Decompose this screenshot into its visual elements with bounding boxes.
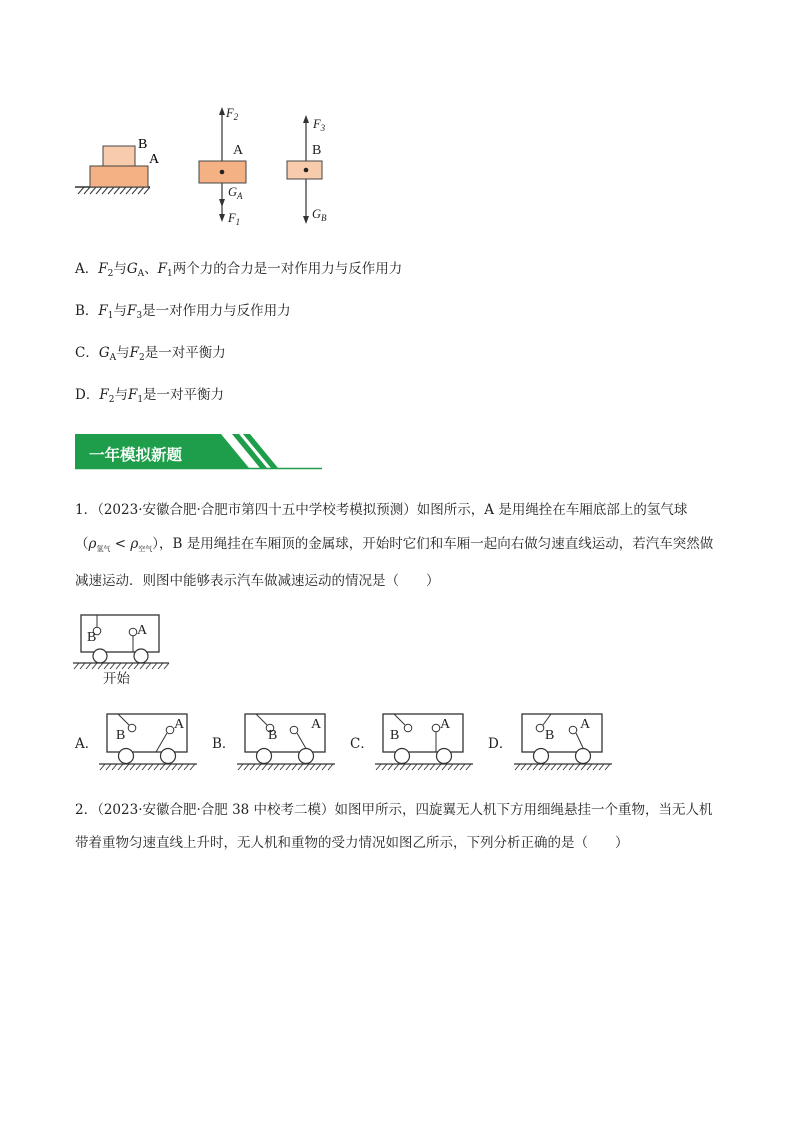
- start-label: 开始: [103, 671, 130, 687]
- choice-b-letter[interactable]: B．: [212, 736, 236, 752]
- label-fbd-a: A: [233, 143, 244, 158]
- q1-line2: $(\rho_{氢气} < \rho_{空气})$，B 是用绳挂在车厢顶的金属球，开始时它们和车厢一起向右做匀速直线运动，若汽车突然做: [75, 536, 714, 553]
- choice-b-label-b: B: [268, 728, 278, 743]
- label-f2: $F_2$: [226, 106, 239, 122]
- choice-c-label-b: B: [390, 728, 400, 743]
- choice-a-label-b: B: [116, 728, 126, 743]
- choice-a-letter[interactable]: A．: [75, 736, 99, 752]
- option-b[interactable]: B．$F_1$与$F_3$是一对作用力与反作用力: [75, 303, 291, 321]
- label-fbd-b: B: [312, 143, 322, 158]
- choice-d-letter[interactable]: D．: [488, 736, 513, 752]
- label-f1: $F_1$: [228, 211, 241, 227]
- q2-line1: 2．（2023·安徽合肥·合肥 38 中校考二模）如图甲所示，四旋翼无人机下方用细绳悬挂一个重物，当无人机: [75, 802, 713, 818]
- choice-b-cart[interactable]: [234, 706, 344, 774]
- q2-line2: 带着重物匀速直线上升时，无人机和重物的受力情况如图乙所示，下列分析正确的是（ ）: [75, 835, 629, 851]
- label-b: B: [138, 137, 148, 152]
- choice-a-label-a: A: [174, 717, 185, 732]
- choice-a-cart[interactable]: [96, 706, 206, 774]
- label-gb: $G_B$: [312, 207, 327, 223]
- choice-d-cart[interactable]: [511, 706, 621, 774]
- start-cart-label-a: A: [137, 623, 148, 638]
- choice-d-svg: [511, 706, 621, 774]
- choice-c-letter[interactable]: C．: [350, 736, 374, 752]
- option-a[interactable]: A．$F_2$与$G_A$、$F_1$两个力的合力是一对作用力与反作用力: [75, 261, 403, 279]
- section-title: 一年模拟新题: [89, 446, 183, 464]
- choice-b-label-a: A: [311, 717, 322, 732]
- q1-line1: 1．（2023·安徽合肥·合肥市第四十五中学校考模拟预测）如图所示，A 是用绳拴在车厢底部上的氢气球: [75, 502, 688, 518]
- choice-c-label-a: A: [440, 717, 451, 732]
- choice-c-cart[interactable]: [372, 706, 482, 774]
- block-figure: [70, 100, 350, 235]
- q1-line3: 减速运动．则图中能够表示汽车做减速运动的情况是（ ）: [75, 573, 440, 589]
- choice-d-label-b: B: [545, 728, 555, 743]
- choice-d-label-a: A: [580, 717, 591, 732]
- label-ga: $G_A$: [228, 185, 243, 201]
- label-f3: $F_3$: [313, 117, 326, 133]
- block-a: [90, 166, 148, 187]
- start-cart-label-b: B: [87, 630, 97, 645]
- option-d[interactable]: D．$F_2$与$F_1$是一对平衡力: [75, 387, 225, 405]
- choice-a-svg: [96, 706, 206, 774]
- option-c[interactable]: C．$G_A$与$F_2$是一对平衡力: [75, 345, 226, 363]
- blocks-svg: [70, 100, 350, 235]
- label-a: A: [149, 152, 160, 167]
- choice-c-svg: [372, 706, 482, 774]
- block-b: [103, 146, 135, 166]
- choice-b-svg: [234, 706, 344, 774]
